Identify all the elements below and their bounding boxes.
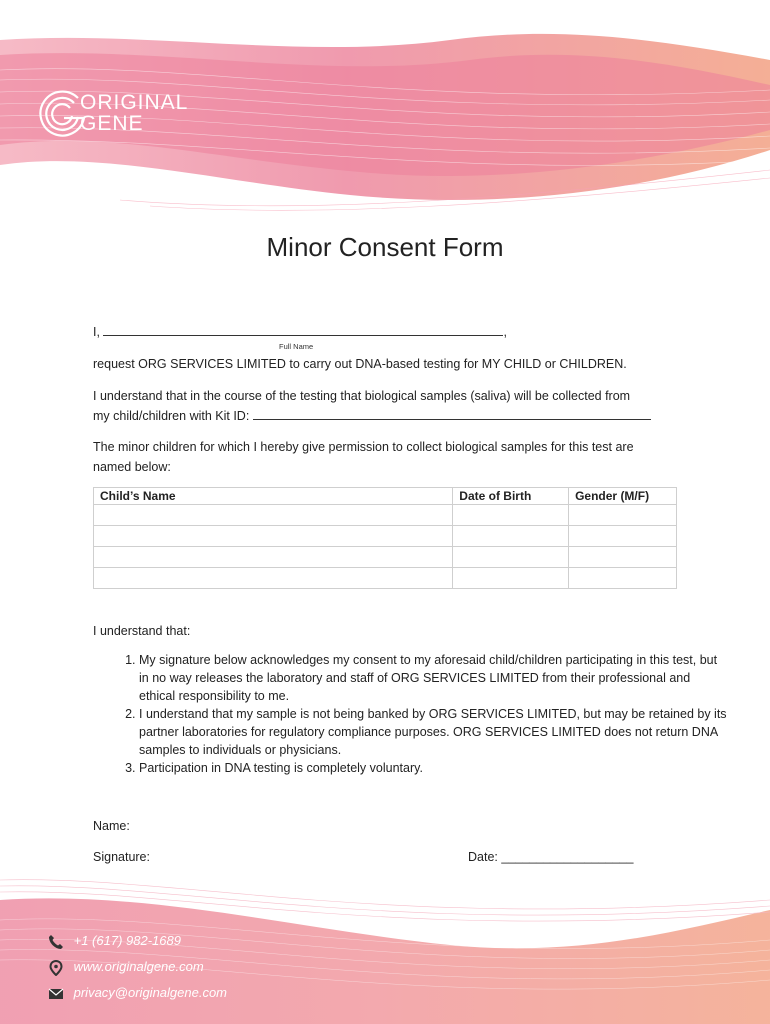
contact-website (48, 959, 204, 976)
date-of-birth-cell[interactable] (453, 526, 569, 547)
header-childs-name: Child’s Name (94, 488, 453, 505)
sample-text-line1: I understand that in the course of the testing that biological samples (saliva) will be collected from (93, 389, 631, 403)
envelope-icon (48, 986, 64, 1002)
brand-name-line1: ORIGINAL (80, 91, 189, 114)
request-text: request ORG SERVICES LIMITED to carry out DNA-based testing for MY CHILD or CHILDREN. (93, 357, 627, 371)
table-row (94, 547, 677, 568)
understand-heading: I understand that: (93, 624, 191, 638)
full-name-field[interactable] (103, 322, 503, 336)
list-item: 1. My signature below acknowledges my consent to my aforesaid child/children participating in this test, but in no way releases the laboratory and staff of ORG SERVICES LIMITED from their professional and ethical responsibility to me. (139, 651, 729, 705)
contact-email (48, 985, 227, 1002)
phone-icon (48, 934, 64, 950)
sample-text-line2 (93, 406, 651, 426)
name-label: Name: (93, 819, 130, 833)
gender-cell[interactable] (569, 526, 677, 547)
full-name-caption: Full Name (279, 342, 314, 351)
date-line (468, 847, 633, 867)
phone-number[interactable]: +1 (617) 982-1689 (73, 933, 181, 948)
list-item: 3. Participation in DNA testing is completely voluntary. (139, 759, 729, 777)
table-header-row (94, 488, 677, 505)
header-date-of-birth: Date of Birth (453, 488, 569, 505)
brand-name-line2: GENE (80, 112, 144, 135)
children-table (93, 487, 677, 589)
intro-prefix: I, (93, 325, 100, 339)
email-link[interactable]: privacy@originalgene.com (73, 985, 228, 1000)
location-pin-icon (48, 960, 64, 976)
gender-cell[interactable] (569, 505, 677, 526)
intro-line (93, 322, 507, 342)
list-item: 2. I understand that my sample is not being banked by ORG SERVICES LIMITED, but may be retained by its partner laboratories for regulatory compliance purposes. ORG SERVICES LIMITED does not return DNA samples to individuals or physicians. (139, 705, 729, 759)
intro-suffix: , (503, 325, 507, 339)
page-title: Minor Consent Form (266, 232, 504, 262)
contact-phone (48, 933, 181, 950)
date-field[interactable]: ___________________ (501, 850, 634, 864)
website-link[interactable]: www.originalgene.com (73, 959, 204, 974)
date-of-birth-cell[interactable] (453, 568, 569, 589)
date-label: Date: (468, 850, 498, 864)
childs-name-cell[interactable] (94, 547, 453, 568)
table-row (94, 526, 677, 547)
header-gender: Gender (M/F) (569, 488, 677, 505)
childs-name-cell[interactable] (94, 505, 453, 526)
kit-id-field[interactable] (253, 406, 651, 420)
terms-list (93, 651, 729, 777)
table-row (94, 505, 677, 526)
gender-cell[interactable] (569, 568, 677, 589)
childs-name-cell[interactable] (94, 526, 453, 547)
signature-label: Signature: (93, 850, 150, 864)
date-of-birth-cell[interactable] (453, 547, 569, 568)
childs-name-cell[interactable] (94, 568, 453, 589)
gender-cell[interactable] (569, 547, 677, 568)
table-row (94, 568, 677, 589)
children-text: The minor children for which I hereby give permission to collect biological samples for this test are named below: (93, 440, 634, 474)
date-of-birth-cell[interactable] (453, 505, 569, 526)
kit-id-label: my child/children with Kit ID: (93, 409, 250, 423)
brand-wordmark (80, 92, 188, 134)
